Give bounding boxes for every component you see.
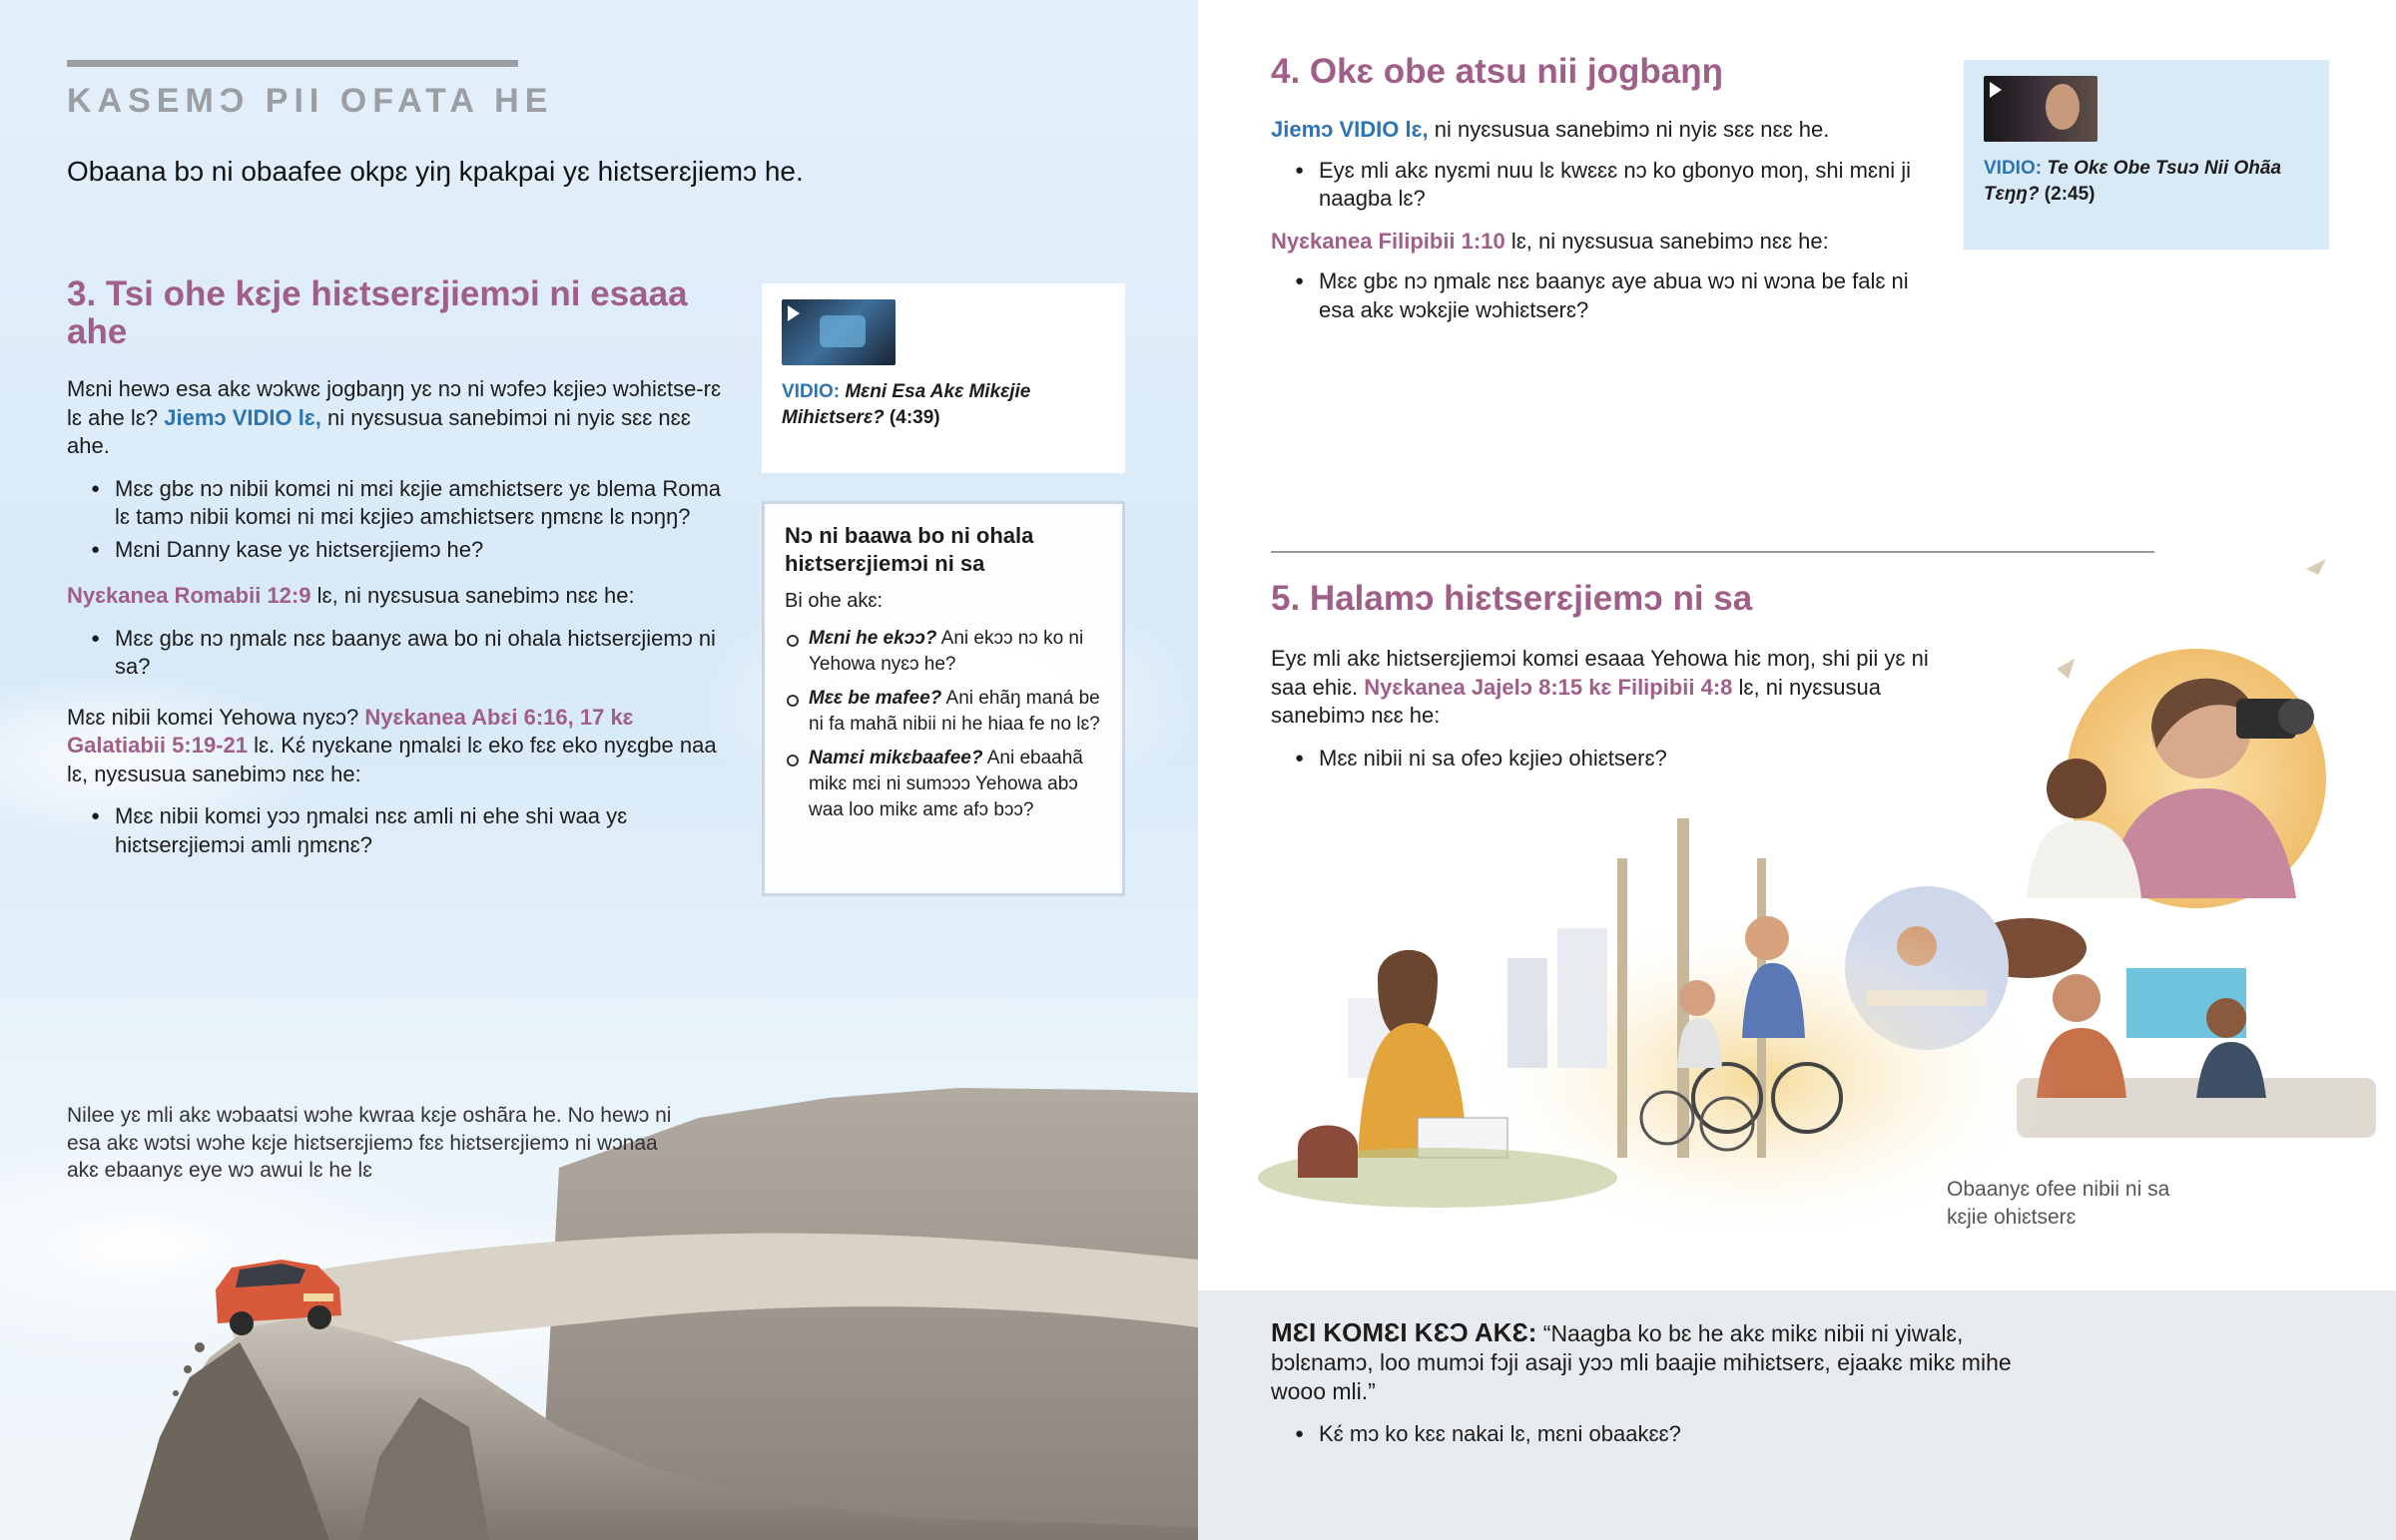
bird [2306,559,2326,575]
list-item: ● Mɛɛ gbɛ nɔ ŋmalɛ nɛɛ baanyɛ awa bo ni ohala hiɛtserɛjiemɔ ni sa? [67,625,726,682]
section-5-heading: 5. Halamɔ hiɛtserɛjiemɔ ni sa [1271,579,1753,618]
bullet-list [67,475,726,565]
tip-question: Namɛi mikɛbaafee? [809,748,983,769]
video-thumbnail[interactable] [782,299,896,365]
scripture-link[interactable]: Nyɛkanea Filipibii 1:10 [1271,228,1505,254]
tips-box [762,501,1125,896]
list-item: ● Mɛɛ nibii komɛi yɔɔ ŋmalɛi nɛɛ amli ni ehe shi waa yɛ hiɛtserɛjiemɔi amli ŋmɛnɛ? [67,802,726,859]
tree [1617,858,1627,1158]
gamer-body [2196,1042,2266,1098]
scripture-link[interactable]: Nyɛkanea Abɛi 6:16, 17 kɛ Galatiabii 5:19-21 [67,704,634,758]
list-item: ● Eyɛ mli akɛ nyɛmi nuu lɛ kwɛɛɛ nɔ ko gbonyo moŋ, shi mɛni ji naagba lɛ? [1271,157,1950,214]
image-caption-text: Obaanyɛ ofee nibii ni sa kɛjie ohiɛtserɛ [1947,1178,2170,1229]
intro-text: Obaana bɔ ni obaafee okpɛ yiŋ kpakpai yɛ hiɛtserɛjiemɔ he. [67,156,804,187]
list-item [785,626,1102,678]
paragraph-text: lɛ. Kɛ́ nyɛkane ŋmalɛi lɛ eko fɛɛ eko nyɛgbe naa lɛ, nyɛsusua sanebimɔ nɛɛ he: [67,733,717,786]
video-link[interactable]: Jiemɔ VIDIO lɛ, [1271,117,1429,142]
bird [2057,659,2075,679]
video-label: VIDIO: [1984,158,2043,179]
section-4-body [1271,116,1950,324]
paragraph [67,375,726,461]
falling-rock [195,1342,205,1352]
illustration-caption: Nilee yɛ mli akɛ wɔbaatsi wɔhe kwraa kɛje oshãra he. No hewɔ ni esa akɛ wɔtsi wɔhe kɛje hiɛtserɛjiemɔ fɛɛ hiɛtserɛjiemɔ ni wɔnaa akɛ ebaanyɛ eye wɔ awui lɛ he lɛ [67,1104,672,1182]
play-icon[interactable] [788,305,800,321]
paragraph [67,582,726,611]
video-thumbnail[interactable] [1984,76,2097,142]
play-icon[interactable] [1990,82,2002,98]
video-caption [1984,156,2313,208]
tip-answer: Ani ekɔɔ nɔ ko ni Yehowa nyɛɔ he? [809,628,1084,675]
paragraph-text: Eyɛ mli akɛ hiɛtserɛjiemɔi komɛi esaaa Yehowa hiɛ moŋ, shi pii yɛ ni saa ehiɛ. [1271,646,1929,700]
summary-block [1271,1318,2030,1449]
bullet-list [1271,157,1950,214]
video-title[interactable]: Mɛni Esa Akɛ Mikɛjie Mihiɛtserɛ? [782,381,1031,428]
gamer-head [2206,998,2246,1038]
drummer-head [2047,759,2106,818]
tips-list [785,626,1102,823]
paragraph [67,704,726,789]
list-item [785,746,1102,823]
recreation-illustration [1198,559,2396,1287]
video-link[interactable]: Jiemɔ VIDIO lɛ, [164,404,321,430]
tip-question: Mɛni he ekɔɔ? [809,628,937,649]
section-divider [1271,551,2154,553]
list-item: ● Mɛni Danny kase yɛ hiɛtserɛjiemɔ he? [67,536,726,565]
summary-quote [1271,1318,2030,1406]
paragraph-text: Mɛni hewɔ esa akɛ wɔkwɛ jogbaŋŋ yɛ nɔ ni wɔfeɔ kɛjieɔ wɔhiɛtse-rɛ lɛ ahe lɛ? [67,376,722,430]
paragraph [1271,228,1950,257]
scripture-link[interactable]: Nyɛkanea Romabii 12:9 [67,583,311,608]
building [1507,958,1547,1068]
video-box[interactable] [1964,60,2329,250]
summary-quote-text: “Naagba ko bɛ he akɛ mikɛ nibii ni yiwalɛ, bɔlɛnamɔ, loo mumɔi fɔji asaji yɔɔ mli baajie mihiɛtserɛ, ejaakɛ mikɛ mihe wooo mli.” [1271,1320,2012,1404]
camera-lens [2278,699,2314,735]
paragraph-text: ni nyɛsusua sanebimɔ ni nyiɛ sɛɛ nɛɛ he. [1434,117,1830,142]
face-shape [2046,84,2080,130]
cyclist-head [1745,916,1789,960]
gamer-head [2053,974,2100,1022]
section-title: KASEMƆ PII OFATA HE [67,82,554,120]
list-item: ● Mɛɛ nibii ni sa ofeɔ kɛjieɔ ohiɛtserɛ? [1271,745,1940,773]
paragraph-text: Mɛɛ nibii komɛi Yehowa nyɛɔ? [67,704,359,730]
list-item [785,686,1102,738]
illustration-caption [1947,1176,2206,1231]
paragraph-text: lɛ, ni nyɛsusua sanebimɔ nɛɛ he: [1271,674,1882,728]
section-3-heading: 3. Tsi ohe kɛje hiɛtserɛjiemɔi ni esaaa ahe [67,274,688,351]
phone-shape [820,315,866,347]
section-3-body [67,375,726,859]
paragraph [1271,116,1950,145]
list-item: ● Kɛ́ mɔ ko kɛɛ nakai lɛ, mɛni obaakɛɛ? [1271,1420,2030,1449]
cyclist-head [1679,980,1715,1016]
tip-answer: Ani ebaahã mikɛ mɛi ni sumɔɔɔ Yehowa abɔ waa loo mikɛ amɛ afɔ bɔɔ? [809,748,1083,820]
list-item: ● Mɛɛ gbɛ nɔ nibii komɛi ni mɛi kɛjie amɛhiɛtserɛ yɛ blema Roma lɛ tamɔ nibii komɛi ni mɛi kɛjieɔ amɛhiɛtserɛ ŋmɛnɛ lɛ nɔŋŋ? [67,475,726,532]
video-title[interactable]: Te Okɛ Obe Tsuɔ Nii Ohãa Tɛŋŋ? [1984,158,2282,205]
video-duration: (4:39) [889,407,940,428]
section-4-heading: 4. Okɛ obe atsu nii jogbaŋŋ [1271,52,1724,91]
paragraph-text: lɛ, ni nyɛsusua sanebimɔ nɛɛ he: [316,583,635,608]
paragraph-text: lɛ, ni nyɛsusua sanebimɔ nɛɛ he: [1510,228,1829,254]
summary-label: MƐI KOMƐI KƐƆ AKƐ: [1271,1317,1537,1347]
paragraph-text: ni nyɛsusua sanebimɔi ni nyiɛ sɛɛ nɛɛ ahe. [67,404,691,458]
bullet-list [1271,267,1950,324]
falling-rock [184,1365,192,1373]
building [1557,928,1607,1068]
tip-question: Mɛɛ be mafee? [809,688,942,709]
tips-box-subtitle: Bi ohe akɛ: [785,590,884,612]
bullet-list [1271,1420,2030,1449]
right-page [1198,0,2396,1540]
tip-answer: Ani ehãŋ maná be ni fa mahã nibii ni he hiaa fe no lɛ? [809,688,1100,735]
tips-box-title: Nɔ ni baawa bo ni ohala hiɛtserɛjiemɔi ni sa [785,523,1034,576]
falling-rock [173,1390,179,1396]
video-caption [782,379,1101,431]
video-label: VIDIO: [782,381,841,402]
bullet-list [67,625,726,682]
bullet-list [67,802,726,859]
summary-band [1198,1290,2396,1540]
video-box[interactable] [762,283,1125,473]
scripture-link[interactable]: Nyɛkanea Jajelɔ 8:15 kɛ Filipibii 4:8 [1364,674,1733,700]
video-duration: (2:45) [2044,184,2096,205]
list-item: ● Mɛɛ gbɛ nɔ ŋmalɛ nɛɛ baanyɛ aye abua wɔ ni wɔna be falɛ ni esa akɛ wɔkɛjie wɔhiɛtserɛ? [1271,267,1950,324]
bag [1298,1126,1358,1179]
section-top-bar [67,60,518,67]
